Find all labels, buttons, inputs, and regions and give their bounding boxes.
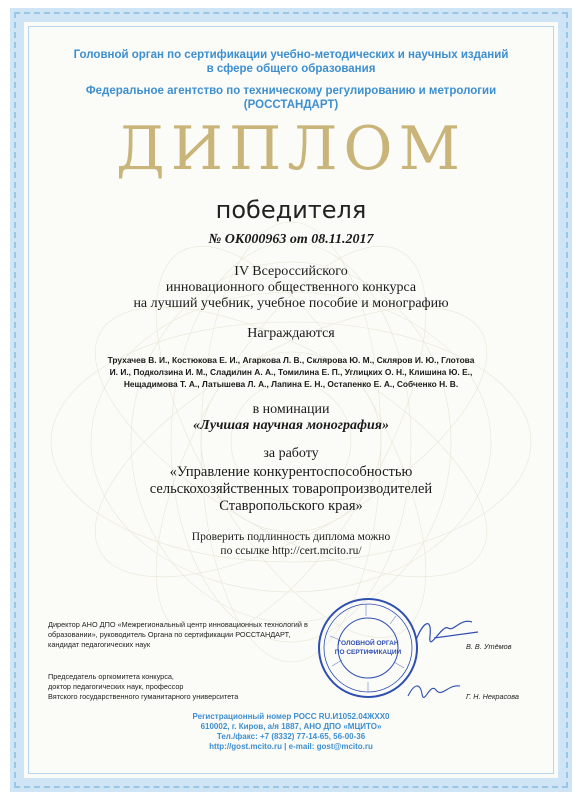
awardee-names [52, 354, 530, 390]
header-agency-line: (РОССТАНДАРТ) [243, 99, 339, 111]
signer1-name: В. В. Утёмов [466, 642, 512, 651]
awarded-label: Награждаются [247, 326, 335, 341]
diploma-number: № ОК000963 от 08.11.2017 [208, 232, 374, 247]
work-label: за работу [263, 446, 319, 461]
official-stamp [316, 596, 420, 700]
nomination-title: «Лучшая научная монография» [193, 418, 389, 433]
signer1-line: Директор АНО ДПО «Межрегиональный центр инновационных технологий в [48, 620, 308, 629]
signer2-line: Вятского государственного гуманитарного университета [48, 692, 239, 701]
contest-line: IV Всероссийского [234, 264, 348, 279]
signer2-title [48, 672, 348, 702]
contest-line: инновационного общественного конкурса [165, 280, 417, 295]
diploma-subtitle: победителя [215, 196, 367, 224]
diploma-title: ДИПЛОМ [115, 114, 467, 184]
signer2-line: Председатель оргкомитета конкурса, [48, 672, 174, 681]
work-line: сельскохозяйственных товаропроизводителей [149, 481, 433, 497]
work-line: «Управление конкурентоспособностью [169, 464, 413, 480]
stamp-center-line: ПО СЕРТИФИКАЦИИ [334, 649, 402, 656]
names-line: Нещадимова Т. А., Латышева Л. А., Лапина Е. Н., Остапенко Е. А., Собченко Н. В. [123, 379, 459, 389]
work-line: Ставропольского края» [219, 498, 363, 514]
footer-phone: Тел./факс: +7 (8332) 77-14-65, 56-00-36 [216, 732, 366, 741]
header-organ-line: в сфере общего образования [206, 63, 376, 75]
verify-line: Проверить подлинность диплома можно [191, 531, 391, 543]
signer2-name: Г. Н. Некрасова [466, 692, 519, 701]
signer1-line: кандидат педагогических наук [48, 640, 151, 649]
header-organ-line: Головной орган по сертификации учебно-методических и научных изданий [73, 49, 509, 61]
verify-line: по ссылке http://cert.mcito.ru/ [220, 545, 362, 557]
signer1-title [48, 620, 348, 650]
footer-address: 610002, г. Киров, а/я 1887, АНО ДПО «МЦИТО» [200, 722, 382, 731]
stamp-center-line: ГОЛОВНОЙ ОРГАН [337, 640, 399, 647]
footer-reg-number: Регистрационный номер РОСС RU.И1052.04ЖХХ0 [192, 712, 390, 721]
contest-name [60, 264, 522, 312]
contest-line: на лучший учебник, учебное пособие и монографию [133, 296, 449, 311]
signer1-line: образовании», руководитель Органа по сертификации РОССТАНДАРТ, [48, 630, 291, 639]
verify-note [60, 530, 522, 558]
footer [0, 712, 582, 752]
signer2-line: доктор педагогических наук, профессор [48, 682, 184, 691]
footer-links: http://gost.mcito.ru | e-mail: gost@mcito.ru [209, 742, 373, 751]
header-agency-line: Федеральное агентство по техническому регулированию и метрологии [85, 85, 497, 97]
work-title [60, 464, 522, 515]
names-line: И. И., Подколзина И. М., Сладилин А. А., Томилина Е. П., Углицких О. Н., Клишина Ю. Е., [109, 367, 473, 377]
nomination-label: в номинации [252, 402, 330, 417]
names-line: Трухачев В. И., Костюкова Е. И., Агаркова Л. В., Склярова Ю. М., Скляров И. Ю., Глотова [107, 355, 475, 365]
signature-1 [412, 614, 482, 648]
